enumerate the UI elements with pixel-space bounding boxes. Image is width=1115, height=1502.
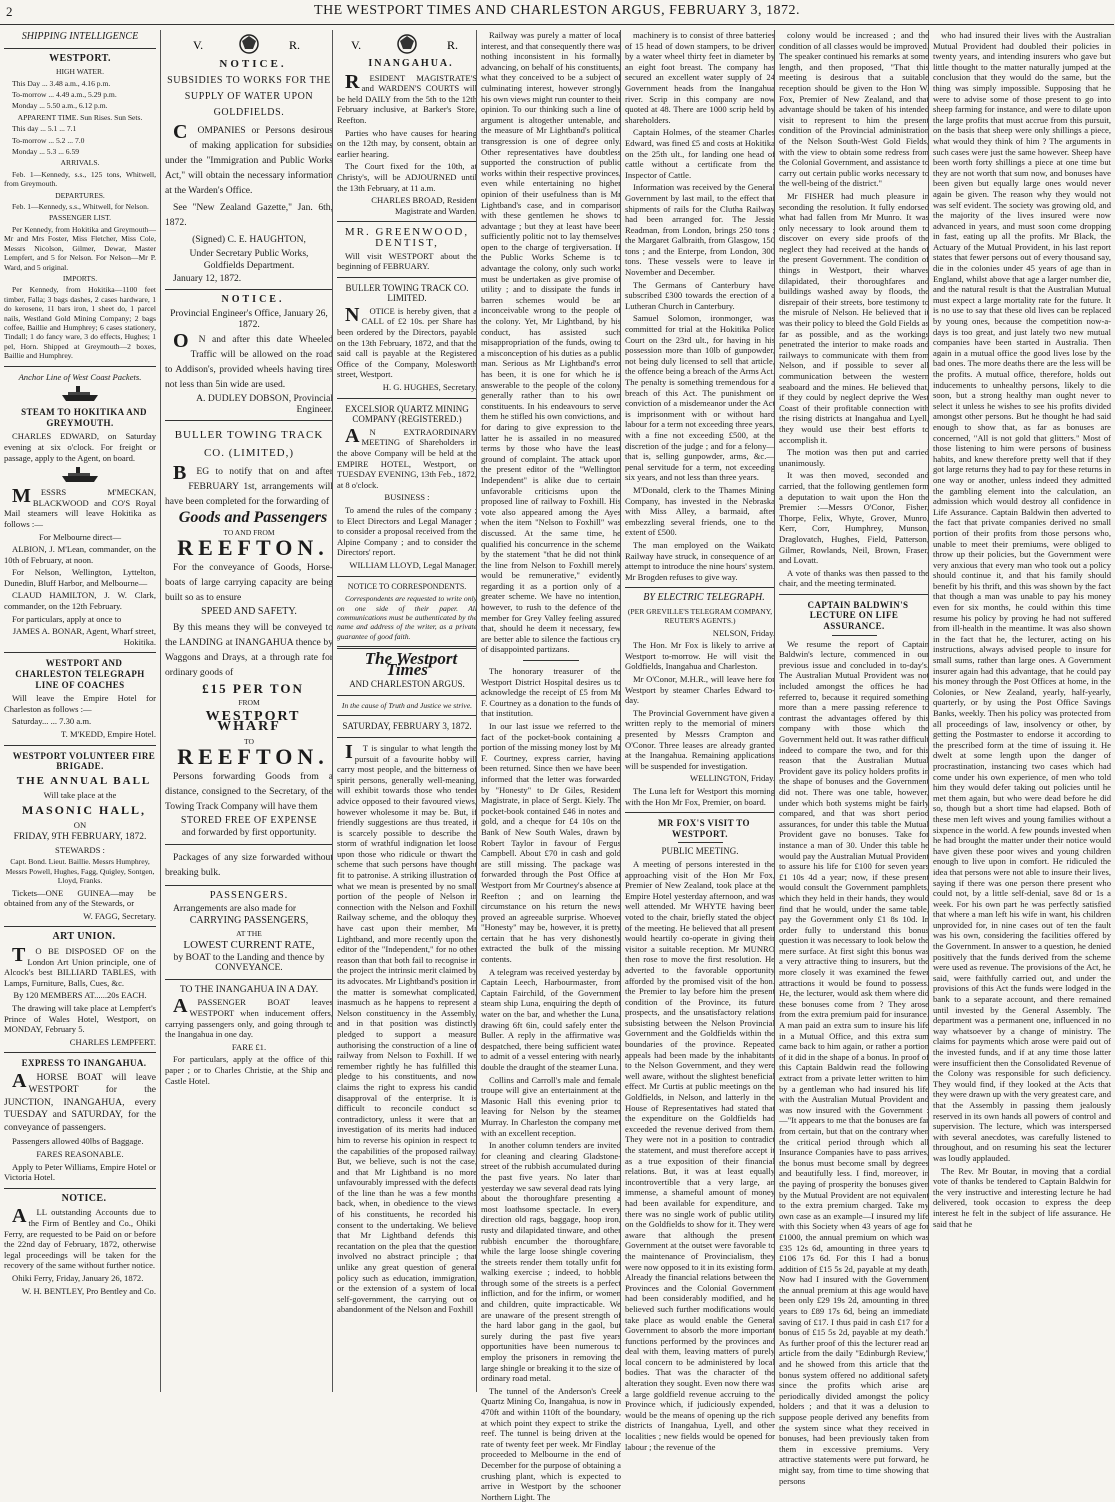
packages-text: Packages of any size forwarded without breaking bulk. [165,851,333,878]
companies-text: COMPANIES or Persons desirous of making application for subsidies under the "Immigration and Public Works Act," will obtain the necessary information at the Warden's Office. [165,120,333,196]
means-text: By this means they will be conveyed to the LANDING at INANGAHUA thence by Waggons and Drays, at a through rate for ordinary goods of [165,621,333,678]
bentley-signature: W. H. BENTLEY, Pro Bentley and Co. [21,1285,156,1296]
gazette-text: See "New Zealand Gazette," Jan. 6th, 1872. [165,201,333,228]
paper-motto: In the cause of Truth and Justice we strive. [341,700,473,710]
luna-telegram-note: A telegram was received yesterday by Captain Leech, Harbourmaster, from Captain Fairchild, of the Government steam ship Luna, enquiring the depth of water on the bar, and whether the Luna, drawing 6ft 6in, could safely enter the Buller. A reply in the affirmative was despatched, there being sufficient water to admit of a vessel entering with nearly double the draught of the steamer Luna. [481,966,621,1072]
melbourne-route: For Melbourne direct— [38,531,122,542]
signed-text: (Signed) C. E. HAUGHTON, [192,233,306,245]
correspondents-heading: NOTICE TO CORRESPONDENTS. [347,581,467,591]
divider [337,221,477,222]
fox-visit-heading: MR FOX'S VISIT TO WESTPORT. [658,818,750,839]
on-label: ON [73,819,87,830]
notice2-heading: NOTICE. [221,294,285,306]
divider [4,652,156,653]
notice-heading: NOTICE. [61,1192,107,1204]
andersons-creek-note: The tunnel of the Anderson's Creek Quartz Mining Co, Inangahua, is now in 470ft and within 110ft of the boundary, at which point they expect to strike the reef. The tunnel is being driven at the rate of twenty feet per week. Mr Findlay proceeded to Melbourne in the end of December for the purpose of obtaining a crushing plant, which is expected to arrive in Westport by the schooner Northern Light. The [481,1385,621,1502]
buller-towing-heading: BULLER TOWING TRACK CO. LIMITED. [345,282,469,304]
divider [523,660,579,661]
westport-wharf-title: WESTPORT WHARF [205,708,301,735]
divider [165,420,333,421]
deputation-text: It was then moved, seconded and carried, that the following gentlemen form a deputation to wait upon the Hon the Premier :—Messrs O'Conor, Fisher, Thorpe, Felix, Whyte, Grover, Munro, Kerr, Corr, Humphrey, Munson, Draglovatch, Hughes, Field, Patterson, Gilmer, Rowlands, Neil, Brown, Fraser, and Lovatt. [779,470,929,566]
tickets-text: Tickets—ONE GUINEA—may be obtained from any of the Stewards, or [4,887,156,909]
divider [4,745,156,746]
greenwood-heading: MR. GREENWOOD, DENTIST, [344,226,470,249]
page-number: 2 [6,4,13,19]
divider [337,715,477,716]
agent-signature: JAMES A. BONAR, Agent, Wharf street, Hokitika. [12,626,156,647]
steamship-icon [4,466,156,484]
lowest-rate: LOWEST CURRENT RATE, [183,939,315,952]
shipping-heading: SHIPPING INTELLIGENCE [21,31,139,42]
svg-text:V.: V. [351,38,362,52]
beg-text: BEG to notify that on and after FEBRUARY 1st, arrangements will have been completed for the forwarding of [165,462,333,508]
port-heading: WESTPORT. [49,52,111,64]
masonic-hall: MASONIC HALL, [21,802,146,817]
fagg-signature: W. FAGG, Secretary. [83,910,156,921]
buller-company-heading: BULLER TOWING TRACK CO. (LIMITED,) [174,429,324,460]
stewards-list: Capt. Bond. Lieut. Baillie. Messrs Humphrey, Messrs Powell, Hughes, Fagg, Quigley, Sontgen, Lloyd, Franks. [5,857,155,886]
art-union-heading: ART UNION. [52,931,116,943]
notice-text: ALL outstanding Accounts due to the Firm of Bentley and Co., Ohiki Ferry, are requested to be Paid on or before the 22nd day of February, 1872, otherwise legal proceedings will be taken for the recovery of the same without further notice. [4,1205,156,1271]
public-meeting-text: A meeting of persons interested in the approaching visit of the Hon Mr Fox, Premier of New Zealand, took place at the Empire Hotel yesterday afternoon, and was well attended. Mr WHYTE having been voted to the chair, briefly stated the object of the meeting. He believed that all present would heartily co-operate in giving their visitor a suitable reception. Mr MUNRO then rose to move the first resolution. He adverted to the favorable opportunity afforded by the promised visit of the hon. the Premier to lay before him the present condition of the Province, its future prospects, and the unsatisfactory relations subsisting between the Nelson Provincial Government and the Goldfields within the boundaries of the province. Repeated appeals had been made by the inhabitants to the Nelson Government, and they were well aware, without the slightest beneficial effect. Mr Curtis at public meetings on the Goldfields, in Nelson, and latterly in the House of Representatives had stated that the expenditure on the Goldfields had exceeded the revenue derived from them. They were not in a position to contradict the statement, and must therefore accept it as a true exposition of their financial relations. But, it was at least equally incontrovertible that a very large, an immense, a shameful amount of money had been available for expenditure, and there was no single work of public utility on the Goldfields to show for it. They were aware that although the present Government at the outset were favorable to the maintenance of Provincialism, they were now opposed to it in its existing form. Already the financial relations between the Provinces and the Colonial Government had been considerably modified, and he believed such further modifications would take place as would enable the General Government to absorb the more important functions performed by the provinces and deal with them, leaving matters of purely local concern to be administered by local bodies. That was the character of the alteration they sought. Even now there was a large goldfield revenue accruing to the Province which, if judiciously expended, would be the means of opening up the rich districts of Inangahua, Lyell, and other localities ; new fields would be opened for labour ; the revenue of the [625,858,775,1452]
motion-carried: The motion was then put and carried unanimously. [779,447,929,468]
notice-date: January 12, 1872. [173,272,242,284]
lecture-text: We resume the report of Captain Baldwin's lecture, commenced in our previous issue and concluded in to-day's. The Australian Mutual Provident was not included amongst the offices he had referred to, because it required something more than a mere passing reference to contrast the advantages offered by this company with those which the Government held out. It was rather difficult indeed to compare the two, and for this reason that the Australian Mutual Provident gave its policy holders profits in the shape of bonuses and the Government did not. There was one table, however, under which both systems might be fairly compared, and that was short period assurances, for under this table the Mutual Provident gave no bonuses. Take for instance a man of 30. Under this table he would pay the Australian Mutual Provident to assure his life for £100 for seven years £1 10s 4d a year; now, if these present would consult the Government pamphlets, which they held in their hands, they would find that he would, under the same table, pay the Government only £1 8s 10d. In order fully to understand this bonus question it was necessary to look below the mere surface. At first sight this bonus was a very attractive thing to insurers, but the more closely it was examined the fewer attractions it would be found to possess. He, the lecturer, would ask them where did these bonuses come from ? They arose from the extra premium paid for insurance. A man paid an extra sum to insure his life in a Mutual Office, and this extra sum came back to him again, or rather a portion of it did in the shape of a bonus. In proof of this Captain Baldwin read the following extract from a private letter written to him by a gentleman who had insured his life with the Australian Mutual Provident and was now insured with the Government :—"It appears to me that the bonuses are far from certain, but that on the contrary when the critical period through which all Insurance Companies have to pass arrives, the bonus must become small by degrees and beautifully less. I find, moreover, in the paying of prosperity the bonuses given by the Mutual Provident are not equivalent to the extra premium charged. Take my own case as an example—I insured my life with this Society when 43 years of age for £1000, the annual premium on which was £35 12s 6d, amounting in three years to £106 17s 6d. For this I had a bonus addition of £15 5s 2d, payable at my death. Now had I insured with the Government the annual premium at this age would have been only £29 19s 2d, amounting in three years to £89 17s 6d, being an immediate saving of £17. I thus paid in cash £17 for a bonus of £15 5s 2d, payable at my death." As further proof of this the lecturer read an article from the daily "Edinburgh Review," and he showed from this article that the bonus system offered no additional safety since the profits which arise are periodically divided amongst the policy holders ; and that it was a delusion to suppose people derived any benefits from the system since what they received in bonuses, had been previously taken from them in excessive premiums. Very attractive statements were put forward, he might say, from time to time showing that persons [779,638,929,1486]
reefton-title-2: REEFTON. [177,744,329,770]
sun-row: To-morrow ... 5.2 ... 7.0 [12,135,85,145]
boutar-text: The Rev. Mr Boutar, in moving that a cordial vote of thanks be tendered to Captain Baldwin for the very instructive and interesting lecture he had delivered, took occasion to express the deep interest he felt in the subject of life assurance. He said that he [933,1165,1111,1229]
divider [165,885,333,886]
divider [4,1052,156,1053]
divider [832,635,877,636]
passengers-title: PASSENGER LIST. [48,213,112,223]
svg-text:R.: R. [289,38,301,52]
notice-date: Ohiki Ferry, Friday, January 26, 1872. [12,1272,144,1283]
divider [4,1188,156,1189]
troupe-note: Collins and Carroll's male and female troupe will give an entertainment at the Masonic Hall this evening prior to leaving for Nelson by the steamer Murray. In Charleston the company met with an excellent reception. [481,1074,621,1138]
column-1 [4,30,160,1392]
arrivals-text: Feb. 1—Kennedy, s.s., 125 tons, Whitwell, from Greymouth. [4,169,156,189]
dobson-signature: A. DUDLEY DOBSON, Provincial Engineer. [196,393,333,415]
nelson-route: For Nelson, Wellington, Lyttelton, Dunedin, Bluff Harbor, and Melbourne— [4,567,156,588]
passengers-text: Per Kennedy, from Hokitika and Greymouth—Mr and Mrs Foster, Miss Fletcher, Miss Cole, Messrs Nicolson, Gilmer, Dewar, Master Lempfert, and 5 for Nelson. For Nelson—Mr P. Ward, and 5 original. [4,224,156,272]
divider [4,926,156,927]
members-text: By 120 MEMBERS AT......20s EACH. [13,990,147,1001]
meeting-continued: colony would be increased ; and the condition of all classes would be improved. The speaker continued his remarks at some length, and then proposed, "That this meeting is desirous that a suitable reception should be given to the Hon W. Fox, Premier of New Zealand, and that advantage should be taken of his intended visit to represent to him the present condition of the Provincial administration of the Nelson South-West Gold Fields, with the view to obtain some redress from the Colonial Government, and assistance to carry out certain public works necessary to the well-being of the district." [779,30,929,189]
stored-free: STORED FREE OF EXPENSE [180,814,318,826]
rate-per-ton: £15 PER TON [202,680,304,696]
subsidies-title: SUBSIDIES TO WORKS FOR THE SUPPLY OF WATER UPON GOLDFIELDS. [167,74,331,118]
art-union-text: TO BE DISPOSED OF on the London Art Union principle, one of Alcock's best BILLIARD TABLES, with Lamps, Furniture, Balls, Cues, &c. [4,943,156,988]
particulars-text: For particulars, apply at the office of this paper ; or to Charles Christie, at the Ship and Castle Hotel. [165,1054,333,1086]
forwarded-text: and forwarded by first opportunity. [181,827,317,839]
business-label: BUSINESS : [384,492,430,503]
vote-thanks: A vote of thanks was then passed to the chair, and the meeting terminated. [779,567,929,589]
imports-title: IMPORTS. [62,273,98,283]
passenger-boat-text: APASSENGER BOAT leaves WESTPORT when inducement offers, carrying passengers only, and going through to the Inangahua in one day. [165,995,333,1040]
hospital-note: The honorary treasurer of the Westport District Hospital desires us to acknowledge the receipt of £5 from Mr F. Courtney as a donation to the funds of that institution. [481,666,621,719]
lloyd-signature: WILLIAM LLOYD, Legal Manager. [349,559,477,570]
svg-text:R.: R. [447,38,459,52]
tide-row: To-morrow ... 4.49 a.m., 5.29 p.m. [12,90,117,99]
express-heading: EXPRESS TO INANGAHUA. [21,1058,147,1069]
lecture-continued: who had insured their lives with the Australian Mutual Provident had doubled their policies in twenty years, and intending insurers who gave but little thought to the matter naturally jumped at the conclusion that they would do the same, but the thing was simply impossible. Supposing that he were to advise some of those present to go into sheep farming for instance, and were to dilate upon the large profits that must accrue from this pursuit, on the basis that sheep were only shillings a piece, what would they think of him ? The arguments in such cases were just the same however. Sheep have been worth forty shillings a piece at one time but they are not worth that sum now, and bonuses have been given but equally large ones would never again be given. The reason why they would not was self evident. The society was growing old, and the majority of the lives insured were now advanced in years, and must soon come dropping in fast, eating up all the profits. Mr Black, the Actuary of the Mutual Provident, in his last report states that fewer persons out of every thousand say, die in the colonies under 45 years of age than in England, whilst above that age a larger number die, and the natural result is that the Australian Mutual must expect a large mortality rate for the future. It is no use to say that these old lives can be replaced by young ones, because the competition now-a-days is too great, and just lately two new mutual companies have been started in Australia. Then again in a mutual office the good lives lose by the bad ones. The more deaths there are the less will be the profits. A mutual office, therefore, holds out inducements to unhealthy persons, likely to die soon, but a strong healthy man ought never to select it unless he wishes to see his profits divided amongst other persons. But he thought he had said enough to show that, as far as bonuses are concerned, "All is not gold that glitters." Most of those listening to him were persons of business habits, and knew therefore pretty well that if they got large returns they had to pay for these returns in one way or another, unless indeed they admitted the gambling element into the calculation, an admission which would destroy all confidence in Life Assurance. Captain Baldwin then adverted to the fact that private companies derived no small portion of their profits from those persons who, unable to meet their premiums, were obliged to throw up their policies, but the Government were very anxious that every man who took out a policy should continue it, and that his family should benefit by his thrift, and this was shown by the fact that though a man was unable to pay his money even for six months, he could within this time resume his policy by proving he had not suffered from ill-health in the meantime. It was also shown in the fact that he, the lecturer, acting on his instructions, always advised people to insure for small sums, rather than large ones. A Government insurer again had this advantage, that he could pay his money through the Post Offices at home, in the Colonies, or New Zealand, yearly, half-yearly, quarterly, or by using the Post Office Savings Banks, weekly. Then his policy was protected from all proceedings of law, insolvency or other, by getting the Postmaster to endorse it according to the prescribed form at the time of issuing it. He dwelt at some length upon the danger of procrastination, instancing two cases which had come under his own experience, of men who told him they would defer taking out policies until he met them again, but who were dead before he did so, though but a short time had elapsed. Both of these men left wives and young families without a sixpence in the world. A few pounds invested when he had brought the matter under their notice would have given these poor wives and young children enough to live upon in comfort. He ridiculed the idea that persons were not able to insure their lives, saying if there was one person there present who could not, by a little self-denial, save 8d or 1s a week. For his own part he was perfectly satisfied that where a man left his wife in want, his children unprovided for, in nine cases out of ten the fault was his own, considering the facilities offered by the Government. In answer to a question, he denied positively that the funds derived from the scheme were used as revenue. The provisions of the Act, he said, were faithfully carried out, and under the provisions of this Act the funds were lodged in the bank to a separate account, and there remained until invested by the General Assembly. The department was a permanent one, influenced in no way whatsoever by a change of ministry. The claims for payments which arose were paid out of the invested funds, and if at any time those latter were insufficient then the Consolidated Revenue of the Colony was responsible for such deficiency. They would find, if they looked at the Acts that they were drawn up with the very greatest care, and that the Assembly in passing them jealously reserved in its own hands all powers of control and supervision. The lecture, which was interspersed with several anecdotes, was carefully listened to throughout, and on resuming his seat the lecturer was loudly applauded. [933,30,1111,1163]
gladstone-street-note: In another column tenders are invited for cleaning and clearing Gladstone-street of the rubbish accumulated during the past five years. No later than yesterday we saw several dead rats lying about the thoroughfare presenting a most loathsome spectacle. In every direction old rags, baggage, hoop iron, rusty and dilapidated tinware, and other rubbish encumber the thoroughfare, while the large loose shingle covering the streets render them totally unfit for walking exercise ; indeed, to hobble through some of the streets is a perfect infliction, and for the infirm, or women and children, quite impracticable. We are unaware of the present strength of the hard labor gang in the gaol, but surely during the past five years opportunities have been numerous to employ the prisoners in removing the large shingle or breaking it to the size of ordinary road metal. [481,1140,621,1384]
ball-heading: THE ANNUAL BALL [16,774,152,787]
steam-heading: STEAM TO HOKITIKA AND GREYMOUTH. [21,407,147,428]
royal-crest-icon [165,33,333,55]
goods-passengers-title: Goods and Passengers [178,509,328,527]
by-boat-text: by BOAT to the Landing and thence by CONVEYANCE. [173,951,325,974]
arrangements-text: Arrangements are also made for [173,902,297,914]
departures-title: DEPARTURES. [55,190,105,200]
excelsior-heading: EXCELSIOR QUARTZ MINING COMPANY (REGISTERED.) [345,403,469,425]
luna-telegram: The Luna left for Westport this morning with the Hon Mr Fox, Premier, on board. [625,786,775,807]
departures-text: Feb. 1—Kennedy, s.s., Whitwell, for Nelson. [12,202,149,212]
fisher-speech: Mr FISHER had much pleasure in seconding the resolution. It fully endorsed what had fallen from Mr Munro. It was only necessary to look around them to discover on every side proofs of the neglect they had received at the hands of the present Government. The condition of things in Westport, their wharves dilapidated, their thoroughfares and buildings washed away by floods, the disrepair of their streets, bore testimony to the misrule of Nelson. He believed that it was their policy to bleed the Gold Fields as far as possible, and as the workings penetrated the interior to make roads and railways to communicate with them from Nelson, and if possible to sever all communication between the western seaboard and the mines. He believed that, if they could by neglect deprive the West Coast of their profitable connection with the rising districts at Inangahua and Lyell, they would use their best efforts to accomplish it. [779,190,929,445]
mcmeckan-notice: MESSRS M'MECKAN, BLACKWOOD and CO'S Royal Mail steamers will leave Hokitika as follows :— [4,485,156,529]
rails-note: Information was received by the General Government by last mail, to the effect that shipments of rails for the Clutha Railway had been arranged for. The Jessie Readman, from London, brings 250 tons ; the Margaret Galbraith, from Glasgow, 150 tons ; and the Enterpe, from London, 300 tons. These vessels were to leave in November and December. [625,182,775,278]
stewards-title: STEWARDS : [55,844,105,855]
telegraph-coaches-time: Saturday... ... 7.30 a.m. [12,716,92,727]
editorial-text: IT is singular to what length the pursuit of a favourite hobby will carry most people, and the bitterness of spirit persons, generally well-meaning, will exhibit towards those who tender advice opposed to their favoured views, however wholesome it may be. But, if friendly suggestions are thus treated, it is scarcely possible to describe the storm of wrathful indignation let loose upon those who ridicule or thwart the scheme that such persons have thought fit to patronise. A striking illustration of what we mean is presented by no small portion of the people of Nelson in connection with the Nelson and Foxhill Railway scheme, and the obloquy they have cast upon their member, Mr Lightband, and more recently upon the editor of the "Independent," for no other reason than that both fail to recognise in the project the intrinsic merit claimed by its advocates. Mr Lightband's position in the matter is somewhat complicated, inasmuch as he happens to represent a Nelson constituency in the Assembly, and in that position was distinctly pledged to support a measure authorising the construction of a line of railway from Nelson to Foxhill. If we remember rightly he has fulfilled this pledge to his constituents, and now claims the right to express his candid disapproval of the enterprise. It is difficult to reconcile conduct so contradictory, unless it were that an investigation of its merits had induced him to reverse his opinion in respect to the capabilities of the proposed railway. But, we believe, such is not the case, and that Mr Lightband is no more unfavourably impressed with the defects of the line than he was a few months back, when, in obedience to the views of his constituents, he recorded his consent to the undertaking. We believe that Mr Lightband defends this recantation on the plea that the question involved no abstract principle ; that unlike any great question of general policy such as education, immigration, or the extension of a system of local self-government, the carrying out or abandonment of the Nelson and Foxhill [337,740,477,1315]
anchor-line: Anchor Line of West Coast Packets. [18,371,142,382]
divider [165,979,333,980]
fire-brigade-heading: WESTPORT VOLUNTEER FIRE BRIGADE. [12,750,156,772]
to-from: TO AND FROM [223,527,275,537]
tide-row: Monday ... 5.50 a.m., 6.12 p.m. [12,101,108,111]
arrivals-title: ARRIVALS. [60,158,100,168]
divider [165,844,333,845]
telegraph-coaches-signature: T. M'KEDD, Empire Hotel. [61,729,156,739]
to-label: TO [244,736,254,746]
lempfert-signature: CHARLES LEMPFERT. [69,1036,156,1047]
ball-date: FRIDAY, 9TH FEBRUARY, 1872. [13,832,147,843]
hughes-signature: H. G. HUGHES, Secretary. [382,382,477,393]
steam-text: CHARLES EDWARD, on Saturday evening at six o'clock. For freight or passage, apply to the Agent, on board. [4,431,156,463]
amend-text: To amend the rules of the company ; to Elect Directors and Legal Manager ; to consider a proposal received from the Alpine Company ; and to consider the Directors' report. [337,504,477,558]
claud-sailing: CLAUD HAMILTON, J. W. Clark, commander, on the 12th February. [4,590,156,612]
nelson-dateline: NELSON, Friday. [712,627,775,638]
ball-place: Will take place at the [43,790,117,801]
pocket-book-note: In our last issue we referred to the fact of the pocket-book containing a portion of the missing money lost by Mr F. Courtney, express carrier, having been returned. Since then we have been informed that the letter was forwarded by "Honesty" to Dr Giles, Resident Magistrate, in place of Sergt. Kiely. The pocket-book contained £46 in notes and gold, and a cheque for £4 10s on the Bank of New South Wales, drawn by Robert Taylor in favour of Fergus Campbell. About £70 in cash and gold are still missing. The package was forwarded through the Post Office at Westport from Mr Courtney's absence at Reefton ; and on learning the circumstance on his return the news proved an agreeable surprise. Whoever "Honesty" may be, however, it is pretty certain that he has very dishonestly extracted the bulk of the missing contents. [481,721,621,965]
paper-subtitle: AND CHARLESTON ARGUS. [349,679,465,690]
particulars-text: For particulars, apply at once to [12,613,122,624]
fare-text: FARE £1. [231,1041,267,1052]
reefton-title: REEFTON. [177,535,329,561]
baggage-text: Passengers allowed 40lbs of Baggage. [12,1136,144,1147]
engineer-office: Provincial Engineer's Office, January 26, 1872. [170,307,328,330]
imports-text: Per Kennedy, from Hokitika—1100 feet timber, Falla; 3 bags dashes, 2 cases hardware, 1 do kerosene, 11 bars iron, 1 sheet do, 1 parcel nails, Westland Gold Mining Company; 2 bags coffee, Baillie and Humphrey; 6 cases stationery, Tindall; 1 do fancy ware, 3 do effects, Hughes; 1 pel, Horn. Shipped at Greymouth—2 boxes, Baillie and Humphrey. [4,285,156,361]
fares-text: FARES REASONABLE. [36,1148,124,1159]
column-3 [332,30,481,1392]
divider [4,48,156,49]
resident-magistrate-text: RESIDENT MAGISTRATE'S and WARDEN'S COURTS will be held DAILY from the 5th to the 12th February inclusive, at Barker's Store, Reefton. [337,70,477,125]
drawing-text: The drawing will take place at Lempfert's Prince of Wales Hotel, Westport, on MONDAY, February 5. [4,1002,156,1035]
from-label: FROM [238,698,260,708]
divider [337,398,477,399]
express-text: AHORSE BOAT will leave WESTPORT for the JUNCTION, INANGAHUA, every TUESDAY and SATURDAY, for the conveyance of passengers. [4,1069,156,1133]
sun-row: Monday ... 5.3 ... 6.59 [12,147,80,157]
goldfields-dept: Goldfields Department. [203,260,295,272]
correspondents-text: Correspondents are requested to write only on one side of their paper. All communications must be authenticated by the name and address of the writer, as a private guarantee of good faith. [337,594,477,641]
apply-text: Apply to Peter Williams, Empire Hotel or Victoria Hotel. [4,1161,156,1183]
royal-crest-icon [337,33,477,55]
conveyance-text: For the conveyance of Goods, Horse-boats of large carrying capacity are being built so as to ensure [165,561,333,603]
divider [4,366,156,367]
divider [625,812,775,813]
column-5 [620,30,779,1452]
mcdonald-note: M'Donald, clerk to the Thames Mining Company, has invested in the Nebraska with Miss Alley, a barmaid, after embezzling several friends, one to the extent of £500. [625,484,775,538]
paper-title: The Westport Times [364,649,458,679]
broad-signature: CHARLES BROAD, Resident Magistrate and Warden. [371,195,477,216]
apparent-time: APPARENT TIME. Sun Rises. Sun Sets. [17,112,143,122]
divider [625,587,775,588]
meeting-text: AN EXTRAORDINARY MEETING of Shareholders in the above Company will be held at the EMPIRE HOTEL, Westport, on TUESDAY EVENING, 13th Feb., 1872, at 8 o'clock. [337,424,477,490]
divider [165,289,333,290]
newspaper-title: THE WESTPORT TIMES AND CHARLESTON ARGUS, FEBRUARY 3, 1872. [314,3,800,18]
telegraph-heading: BY ELECTRIC TELEGRAPH. [643,592,765,604]
tide-row: This Day ... 3.48 a.m., 4.16 p.m. [12,78,111,88]
masthead [0,0,1114,25]
divider [678,842,723,843]
column-4 [476,30,625,1502]
fox-visit-telegram: The Hon. Mr Fox is likely to arrive at Westport to-morrow. He will visit the Goldfields, Inangahua and Charleston. [625,640,775,672]
inangahua-heading: INANGAHUA. [368,58,454,69]
sun-row: This day ... 5.1 ... 7.1 [12,124,77,134]
telegraph-coaches-text: Will leave the Empire Hotel for Charleston as follows :— [4,693,156,714]
inangahua-day-heading: TO THE INANGAHUA IN A DAY. [179,983,319,995]
steamship-icon [4,385,156,403]
wheeled-traffic-text: ON and after this date Wheeled Traffic will be allowed on the road to Addison's, provided wheels having tires not less than 5in wide are used. [165,330,333,391]
notice-heading: NOTICE. [219,58,287,70]
editorial-continued: Railway was purely a matter of local interest, and that consequently there was nothing inconsistent in his formally advancing, on behalf of his constituents, what they conceived to be a subject of culminating interest, however strongly his own views might run counter to their opinion. To our thinking such a line of argument is altogether untenable, and the measure of Mr Lightband's political transgression is one of degree only. Other representatives have doubtless supported the construction of public works within their respective provinces, even while entertaining no higher opinion of their usefulness than is Mr Lightband's case, and in comparison with these gentlemen he shows to advantage ; but they at least have been sufficiently politic not to lay themselves open to the charge of tergiversation. If the Public Works Scheme is to advantage the colony, only such works must be undertaken as give promise of utility ; and to dissipate the funds in barren schemes would be an inconceivable wrong to the people of the colony. Yet, Mr Lightband, by his conduct, has assisted such misappropriation of the funds, owing to a misconception of his duties as a public man. Serious as Mr Lightband's error has been, it is one for which he is answerable to the people of the colony generally rather than to his own constituents. In his endeavours to serve them he stifled his own convictions, and for daring to give expression to the latter he is assailed in no measured terms by those who have the least ground of complaint. The attack upon the present editor of the "Wellington Independent" is alike due to certain unfavorable criticisms upon the proposed line of railway to Foxhill. His vote also appeared among the Ayes when the item "Nelson to Foxhill" was discussed. At the same time, he qualified his concurrence in the scheme by the statement "that he did not think the line from Nelson to Foxhill merely would be remunerative," evidently regarding it as a portion only of a greater scheme. We have no intention, however, to rush to the defence of the member for Grey Valley feeling assured that, should he deem it necessary, few are better able to silence the factious cry of disappointed partizans. [481,30,621,655]
holmes-note: Captain Holmes, of the steamer Charles Edward, was fined £5 and costs at Hokitika on the 25th ult., for landing one head of cattle without a certificate from the Inspector of Cattle. [625,127,775,180]
divider [779,594,929,595]
speed-safety: SPEED AND SAFETY. [201,605,297,617]
column-2 [160,30,337,1392]
call-text: NOTICE is hereby given, that a CALL of £2 10s. per Share has been ordered by the Directors, payable on the 13th February, 1872, and that the said call is payable at the Registered Office of the Company, Molesworth street, Westport. [337,303,477,380]
lecture-heading: CAPTAIN BALDWIN'S LECTURE ON LIFE ASSURANCE. [807,599,909,632]
provincial-telegram: The Provincial Government have given a written reply to the memorial of miners presented by Messrs Crampton and O'Conor. Three leases are already granted at the Inangahua. Remaining applications will be suspended for investigation. [625,707,775,771]
wellington-dateline: WELLINGTON, Friday. [690,773,775,784]
divider [337,737,477,738]
divider [337,576,477,577]
divider [337,277,477,278]
albion-sailing: ALBION, J. M'Lean, commander, on the 10th of February, at noon. [4,544,156,565]
column-6 [774,30,933,1486]
will-visit-text: Will visit WESTPORT about the beginning of FEBRUARY. [337,250,477,272]
parties-text: Parties who have causes for hearing on the 12th may, by consent, obtain an earlier hearing. [337,127,477,159]
oconor-telegram: Mr O'Conor, M.H.R., will leave here for Westport by steamer Charles Edward to-day. [625,674,775,706]
telegraph-coaches-heading: WESTPORT AND CHARLESTON TELEGRAPH LINE OF COACHES [15,658,145,690]
vr-text: V. [193,38,204,52]
at-the-label: AT THE [236,928,262,938]
court-text: The Court fixed for the 10th, at Christy's, will be ADJOURNED until the 13th February, at 11 a.m. [337,161,477,193]
column-7 [928,30,1115,1392]
high-water-title: HIGH WATER. [56,67,104,77]
telegraph-subheading: (PER GREVILLE'S TELEGRAM COMPANY, REUTER'S AGENTS.) [627,606,773,626]
public-meeting-heading: PUBLIC MEETING. [661,846,739,857]
paper-date: SATURDAY, FEBRUARY 3, 1872. [342,721,472,732]
machinery-note: machinery is to consist of three batteries of 15 head of down stampers, to be driven by a water wheel thirty feet in diameter by an eight foot breast. The company has secured an excellent water supply of 24 Government heads from the Inangahua river. Scrip in this company are now quoted at 48. There are 1000 scrip held by shareholders. [625,30,775,125]
under-secretary: Under Secretary Public Works, [189,247,309,259]
carrying-passengers: CARRYING PASSENGERS, [189,915,309,927]
persons-text: Persons forwarding Goods from a distance, consigned to the Secretary, of the Towing Track Company will have them [165,770,333,812]
passengers-heading: PASSENGERS. [209,889,289,901]
divider [337,695,477,696]
solomon-note: Samuel Solomon, ironmonger, was committed for trial at the Hokitika Police Court on the 23rd ult., for having in his possession more than 10lb of gunpowder, not being duly licensed to sell that article, the offence being a breach of the Arms Act. The penalty is something tremendous for a breach of this Act. The punishment on conviction of a misdemeanor under the Act is imprisonment with or without hard labour for a term not exceeding three years, with a fine not exceeding £500, at the discretion of the judge ; and for a felony—that is, selling gunpowder, arms, &c.—penal servitude for a term, not exceeding six years, and not less than three years. [625,313,775,483]
waikato-note: The man employed on the Waikato Railway have struck, in consequence of an attempt to introduce the nine hours' system. Mr Brogden refuses to give way. [625,539,775,582]
germans-note: The Germans of Canterbury have subscribed £300 towards the erection of a Lutheran Church in Canterbury. [625,279,775,311]
